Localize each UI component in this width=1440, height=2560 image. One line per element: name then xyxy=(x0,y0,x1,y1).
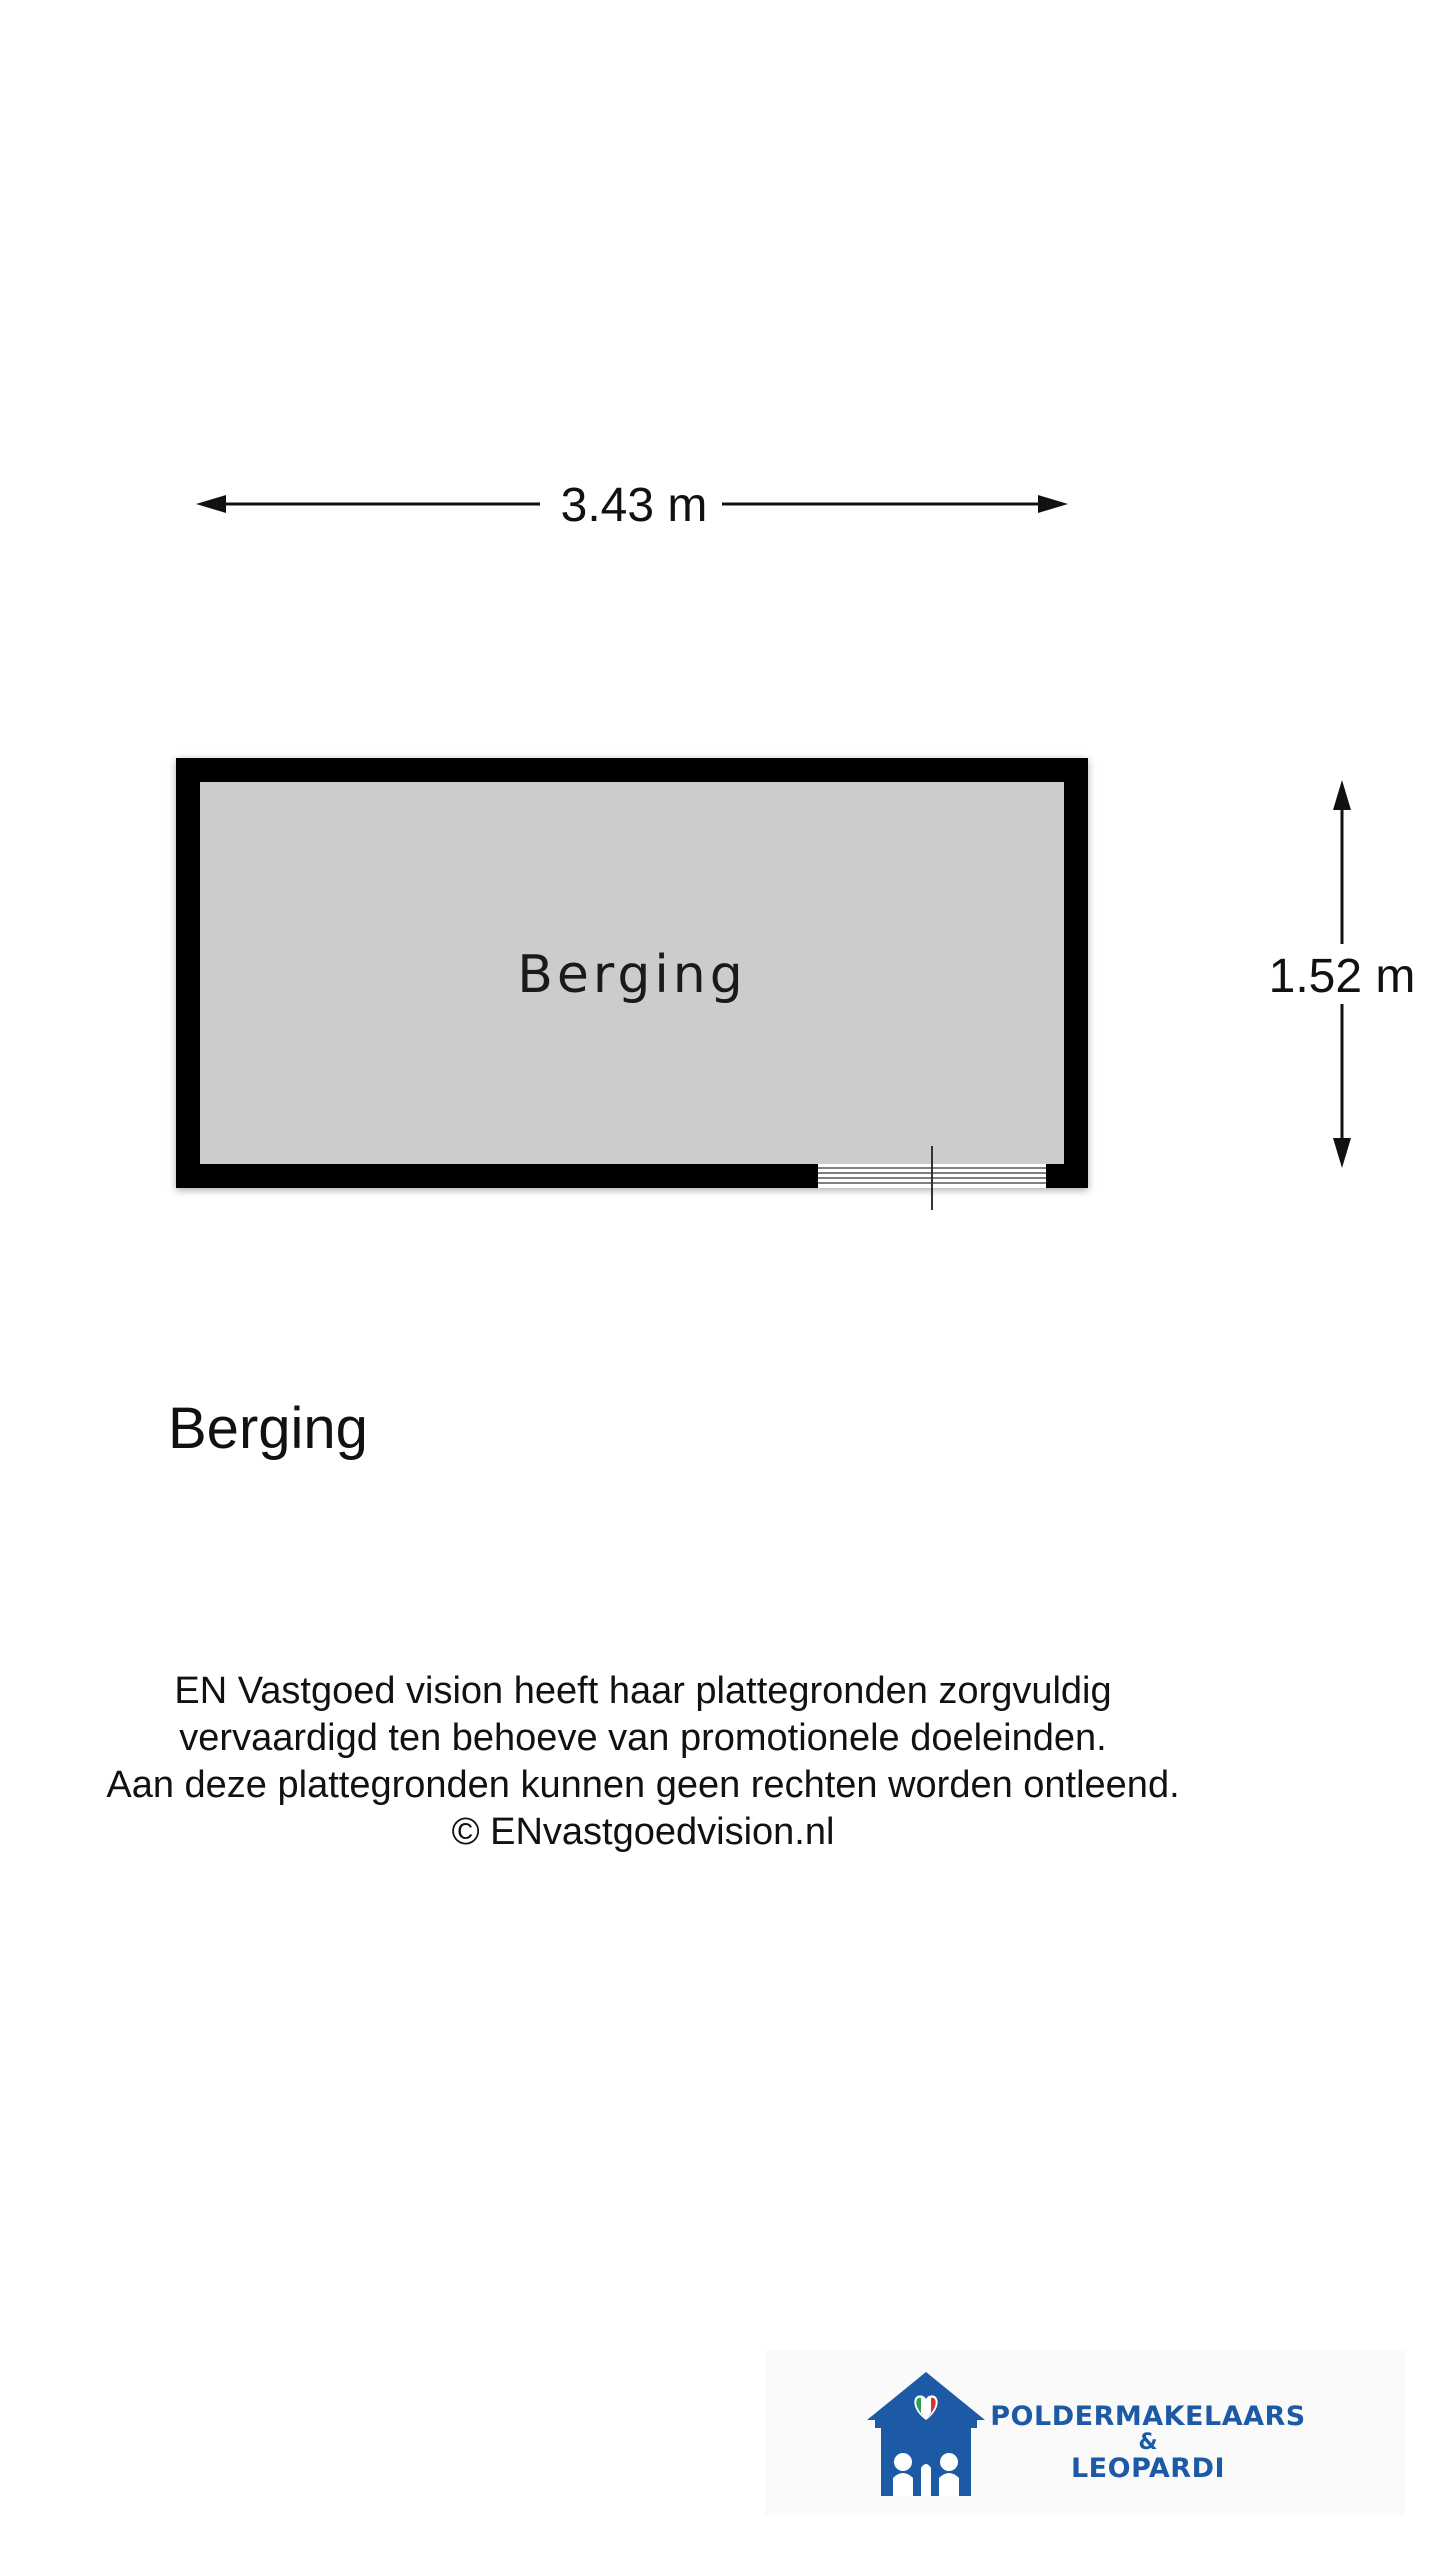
disclaimer xyxy=(0,1668,1286,1856)
plan-title: Berging xyxy=(168,1396,368,1461)
agency-logo xyxy=(765,2350,1405,2515)
disclaimer-line: © ENvastgoedvision.nl xyxy=(451,1811,835,1853)
disclaimer-line: Aan deze plattegronden kunnen geen rechten worden ontleend. xyxy=(106,1764,1180,1806)
disclaimer-line: vervaardigd ten behoeve van promotionele doeleinden. xyxy=(179,1717,1107,1759)
room-label: Berging xyxy=(517,945,747,1005)
house-logo-icon xyxy=(863,2368,989,2500)
logo-line-2: & xyxy=(1138,2430,1158,2455)
height-label: 1.52 m xyxy=(1268,950,1416,1003)
arrow-up-icon xyxy=(1333,780,1351,810)
arrow-left-icon xyxy=(196,495,226,513)
height-dimension xyxy=(1269,780,1416,1168)
width-label: 3.43 m xyxy=(560,479,708,532)
disclaimer-line: EN Vastgoed vision heeft haar plattegronden zorgvuldig xyxy=(174,1670,1112,1712)
logo-line-3: LEOPARDI xyxy=(1070,2453,1226,2484)
logo-line-1: POLDERMAKELAARS xyxy=(990,2401,1306,2432)
width-dimension xyxy=(196,479,1068,532)
arrow-right-icon xyxy=(1038,495,1068,513)
arrow-down-icon xyxy=(1333,1138,1351,1168)
logo-wordmark xyxy=(983,2402,1313,2484)
